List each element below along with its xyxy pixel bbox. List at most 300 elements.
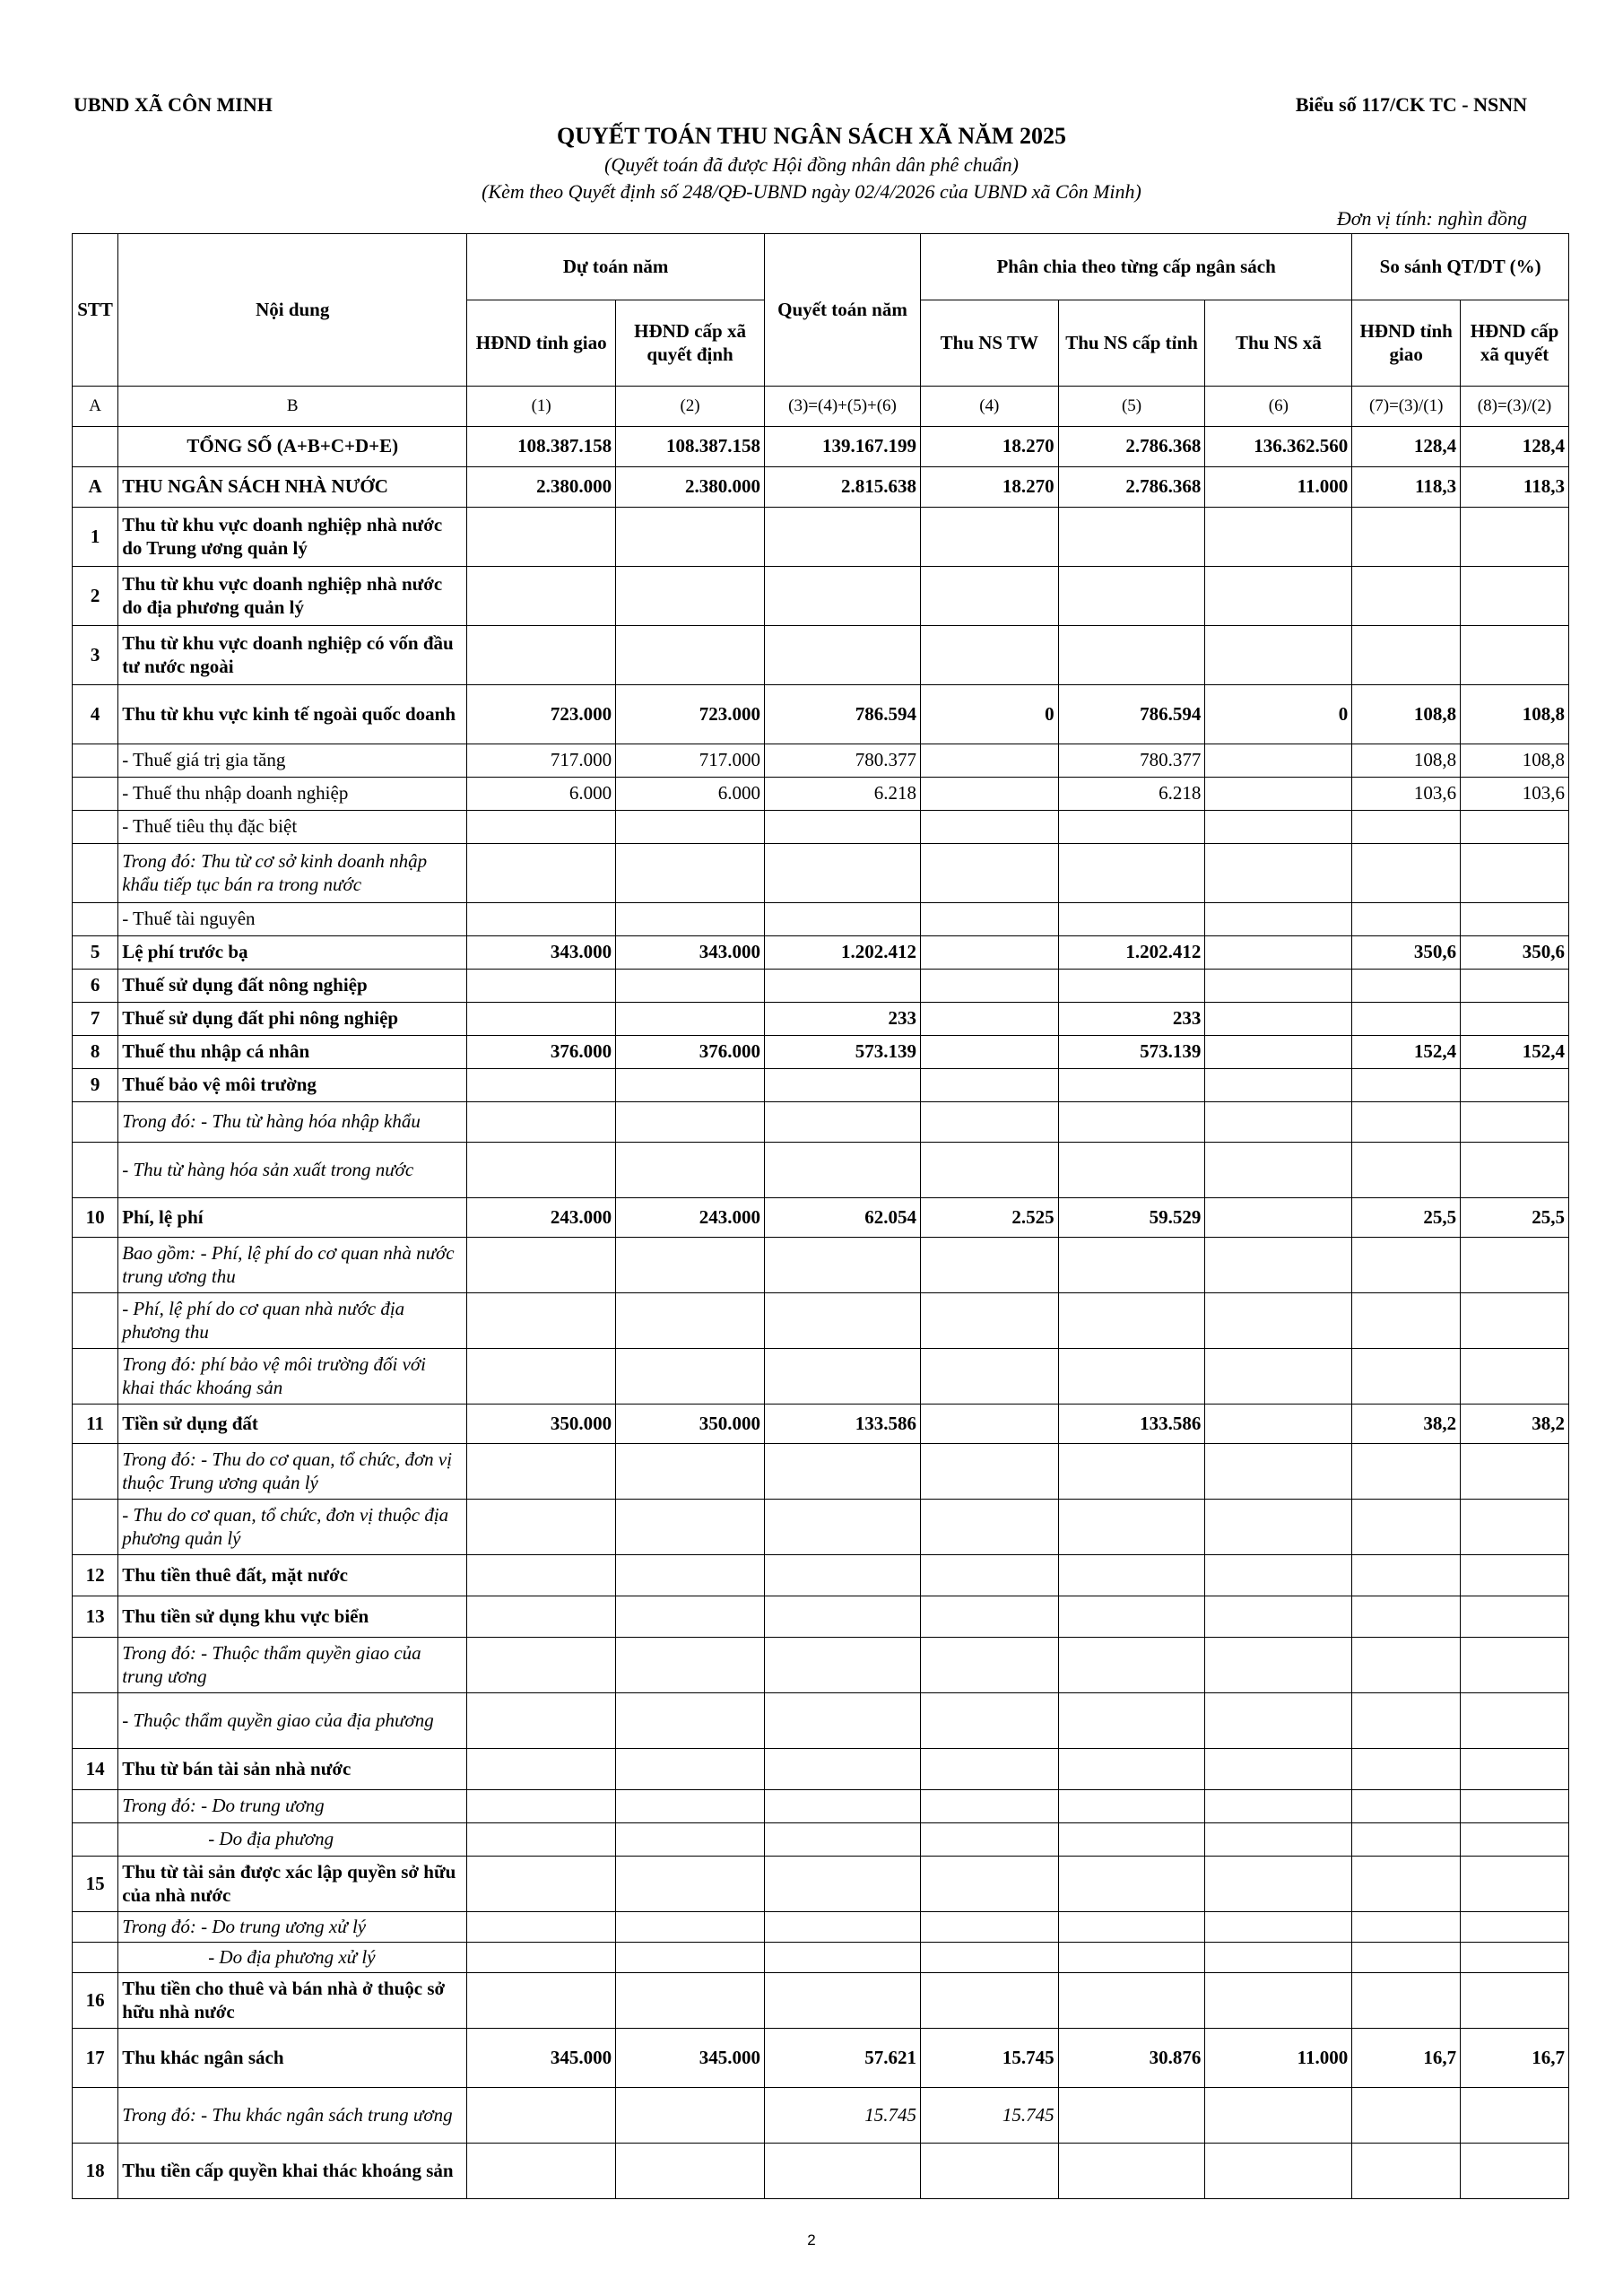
- row-stt: 9: [73, 1069, 118, 1102]
- row-value: [921, 1912, 1059, 1943]
- table-row: [73, 1003, 1569, 1036]
- row-value: 1.202.412: [1058, 936, 1205, 970]
- row-label: Trong đó: - Do trung ương: [118, 1790, 467, 1823]
- row-value: [1205, 1293, 1352, 1349]
- row-value: [1461, 1749, 1569, 1790]
- row-value: [921, 1349, 1059, 1405]
- row-label: Thu tiền sử dụng khu vực biển: [118, 1596, 467, 1638]
- row-value: [467, 1857, 616, 1912]
- row-stt: 15: [73, 1857, 118, 1912]
- row-stt: [73, 427, 118, 467]
- row-value: [921, 1749, 1059, 1790]
- row-value: [616, 508, 765, 567]
- row-value: [921, 970, 1059, 1003]
- row-value: [1058, 811, 1205, 844]
- row-value: [616, 1444, 765, 1500]
- row-value: [1461, 1596, 1569, 1638]
- row-value: [467, 508, 616, 567]
- row-value: 16,7: [1461, 2029, 1569, 2088]
- row-stt: 8: [73, 1036, 118, 1069]
- row-value: [921, 1143, 1059, 1198]
- row-label: Trong đó: - Do trung ương xử lý: [118, 1912, 467, 1943]
- row-value: [764, 1857, 920, 1912]
- row-value: [764, 1790, 920, 1823]
- row-value: [1352, 1749, 1461, 1790]
- row-value: 15.745: [921, 2029, 1059, 2088]
- row-value: [1058, 1823, 1205, 1857]
- row-value: [921, 1405, 1059, 1444]
- row-label: Thuế thu nhập cá nhân: [118, 1036, 467, 1069]
- row-value: [1352, 508, 1461, 567]
- col-code: B: [118, 387, 467, 427]
- col-code: (3)=(4)+(5)+(6): [764, 387, 920, 427]
- table-row: [73, 1912, 1569, 1943]
- row-value: [616, 1596, 765, 1638]
- row-value: [616, 1555, 765, 1596]
- row-value: [921, 744, 1059, 778]
- row-value: [1058, 1943, 1205, 1973]
- row-value: [921, 936, 1059, 970]
- row-value: [921, 1973, 1059, 2029]
- row-value: [616, 2088, 765, 2144]
- row-value: [1461, 1069, 1569, 1102]
- row-value: 133.586: [1058, 1405, 1205, 1444]
- table-row: [73, 685, 1569, 744]
- row-value: [616, 1069, 765, 1102]
- row-label: - Thu từ hàng hóa sản xuất trong nước: [118, 1143, 467, 1198]
- row-value: [1205, 936, 1352, 970]
- row-value: [921, 1596, 1059, 1638]
- header-split: Phân chia theo từng cấp ngân sách: [921, 234, 1352, 300]
- row-value: [616, 1790, 765, 1823]
- col-code: (1): [467, 387, 616, 427]
- row-value: [616, 1943, 765, 1973]
- row-value: 350,6: [1352, 936, 1461, 970]
- row-value: [1058, 1973, 1205, 2029]
- row-value: [467, 2144, 616, 2199]
- row-label: Phí, lệ phí: [118, 1198, 467, 1238]
- table-row: [73, 1823, 1569, 1857]
- row-value: [1058, 1596, 1205, 1638]
- row-value: [764, 1943, 920, 1973]
- row-value: [1461, 1143, 1569, 1198]
- row-value: [616, 1823, 765, 1857]
- row-label: Trong đó: - Thu từ hàng hóa nhập khẩu: [118, 1102, 467, 1143]
- row-value: [1352, 1596, 1461, 1638]
- row-stt: 7: [73, 1003, 118, 1036]
- row-value: [921, 778, 1059, 811]
- row-value: [1352, 811, 1461, 844]
- row-value: [1205, 1069, 1352, 1102]
- row-value: [1352, 1693, 1461, 1749]
- row-value: 11.000: [1205, 2029, 1352, 2088]
- table-row: [73, 2088, 1569, 2144]
- row-label: Thu tiền cho thuê và bán nhà ở thuộc sở hữu nhà nước: [118, 1973, 467, 2029]
- table-row: [73, 1102, 1569, 1143]
- row-label: Thu từ bán tài sản nhà nước: [118, 1749, 467, 1790]
- row-value: 108,8: [1461, 685, 1569, 744]
- table-row: [73, 744, 1569, 778]
- row-value: [1461, 508, 1569, 567]
- row-value: [1205, 1003, 1352, 1036]
- row-value: [616, 903, 765, 936]
- row-value: [467, 1790, 616, 1823]
- row-value: [467, 1912, 616, 1943]
- row-value: [1058, 903, 1205, 936]
- row-stt: [73, 1912, 118, 1943]
- row-value: 1.202.412: [764, 936, 920, 970]
- row-value: [921, 567, 1059, 626]
- row-value: [1205, 1036, 1352, 1069]
- row-stt: 18: [73, 2144, 118, 2199]
- row-value: [616, 1638, 765, 1693]
- row-stt: [73, 1293, 118, 1349]
- col-code: (5): [1058, 387, 1205, 427]
- form-code: Biểu số 117/CK TC - NSNN: [1295, 93, 1527, 116]
- row-value: [1058, 1912, 1205, 1943]
- row-value: [921, 1857, 1059, 1912]
- row-label: Thu tiền thuê đất, mặt nước: [118, 1555, 467, 1596]
- row-value: [1461, 1500, 1569, 1555]
- row-label: Bao gồm: - Phí, lệ phí do cơ quan nhà nước trung ương thu: [118, 1238, 467, 1293]
- row-value: [616, 1912, 765, 1943]
- row-value: [764, 970, 920, 1003]
- row-value: 118,3: [1352, 467, 1461, 508]
- row-value: 15.745: [921, 2088, 1059, 2144]
- row-value: [921, 2144, 1059, 2199]
- table-row: [73, 1973, 1569, 2029]
- row-value: [616, 2144, 765, 2199]
- row-label: Trong đó: - Thu khác ngân sách trung ương: [118, 2088, 467, 2144]
- row-stt: [73, 903, 118, 936]
- row-value: [764, 1500, 920, 1555]
- document-title: QUYẾT TOÁN THU NGÂN SÁCH XÃ NĂM 2025: [557, 123, 1066, 149]
- row-value: 152,4: [1352, 1036, 1461, 1069]
- row-value: [921, 1693, 1059, 1749]
- row-value: [467, 1823, 616, 1857]
- row-value: [1205, 1823, 1352, 1857]
- header-ns-commune: Thu NS xã: [1205, 300, 1352, 387]
- row-value: [616, 1143, 765, 1198]
- row-value: [1058, 1693, 1205, 1749]
- row-value: [1205, 1693, 1352, 1749]
- header-cmp-commune: HĐND cấp xã quyết: [1461, 300, 1569, 387]
- row-value: [921, 1003, 1059, 1036]
- row-value: [1205, 1102, 1352, 1143]
- row-value: 6.218: [764, 778, 920, 811]
- row-value: [1352, 1143, 1461, 1198]
- row-value: [1205, 1444, 1352, 1500]
- row-value: [1461, 811, 1569, 844]
- row-value: 2.786.368: [1058, 427, 1205, 467]
- row-value: [467, 1143, 616, 1198]
- table-row: [73, 1943, 1569, 1973]
- row-value: [764, 2144, 920, 2199]
- row-value: 233: [1058, 1003, 1205, 1036]
- row-label: Thu từ khu vực doanh nghiệp nhà nước do địa phương quản lý: [118, 567, 467, 626]
- row-label: - Thu do cơ quan, tổ chức, đơn vị thuộc địa phương quản lý: [118, 1500, 467, 1555]
- row-value: [764, 1638, 920, 1693]
- row-value: 6.000: [467, 778, 616, 811]
- row-value: [921, 1238, 1059, 1293]
- row-value: 376.000: [616, 1036, 765, 1069]
- row-value: [764, 1749, 920, 1790]
- table-row: [73, 2144, 1569, 2199]
- row-value: [616, 1238, 765, 1293]
- row-value: 38,2: [1461, 1405, 1569, 1444]
- row-stt: [73, 1790, 118, 1823]
- row-stt: [73, 2088, 118, 2144]
- row-value: [467, 626, 616, 685]
- row-stt: [73, 1238, 118, 1293]
- row-value: [1058, 1349, 1205, 1405]
- row-value: 723.000: [616, 685, 765, 744]
- row-value: [1058, 1555, 1205, 1596]
- row-value: [764, 1823, 920, 1857]
- row-label: Thu từ tài sản được xác lập quyền sở hữu của nhà nước: [118, 1857, 467, 1912]
- table-row: [73, 626, 1569, 685]
- row-value: [1352, 903, 1461, 936]
- row-label: - Thuế thu nhập doanh nghiệp: [118, 778, 467, 811]
- row-value: [1058, 1857, 1205, 1912]
- row-stt: 14: [73, 1749, 118, 1790]
- row-value: [1205, 1749, 1352, 1790]
- row-value: [1352, 1973, 1461, 2029]
- col-code: (6): [1205, 387, 1352, 427]
- unit-label: Đơn vị tính: nghìn đồng: [1336, 207, 1527, 230]
- row-value: [921, 508, 1059, 567]
- row-value: [921, 1069, 1059, 1102]
- row-value: 243.000: [616, 1198, 765, 1238]
- row-value: [616, 626, 765, 685]
- row-value: 343.000: [616, 936, 765, 970]
- row-stt: [73, 1823, 118, 1857]
- row-value: 108,8: [1461, 744, 1569, 778]
- row-value: [1058, 626, 1205, 685]
- row-value: 59.529: [1058, 1198, 1205, 1238]
- row-value: [764, 1912, 920, 1943]
- row-value: [1352, 1857, 1461, 1912]
- header-stt: STT: [73, 234, 118, 387]
- row-value: [1058, 970, 1205, 1003]
- col-code: (8)=(3)/(2): [1461, 387, 1569, 427]
- row-value: [1205, 744, 1352, 778]
- row-value: [1352, 1912, 1461, 1943]
- row-value: [467, 1693, 616, 1749]
- row-value: [1205, 1973, 1352, 2029]
- row-value: [1352, 970, 1461, 1003]
- table-row: [73, 1349, 1569, 1405]
- row-value: 0: [1205, 685, 1352, 744]
- row-label: Lệ phí trước bạ: [118, 936, 467, 970]
- row-value: [1461, 1555, 1569, 1596]
- budget-table: [72, 233, 1569, 2199]
- row-value: 108,8: [1352, 744, 1461, 778]
- row-value: 780.377: [1058, 744, 1205, 778]
- row-value: [467, 1349, 616, 1405]
- row-value: [1205, 2144, 1352, 2199]
- row-label: Thu từ khu vực doanh nghiệp có vốn đầu tư nước ngoài: [118, 626, 467, 685]
- row-value: [921, 1823, 1059, 1857]
- table-row: [73, 1790, 1569, 1823]
- row-value: [921, 1790, 1059, 1823]
- row-value: [1205, 1555, 1352, 1596]
- row-value: [1205, 1857, 1352, 1912]
- row-stt: 5: [73, 936, 118, 970]
- row-value: [1352, 1500, 1461, 1555]
- header-content: Nội dung: [118, 234, 467, 387]
- row-value: 376.000: [467, 1036, 616, 1069]
- row-label: - Do địa phương: [118, 1823, 467, 1857]
- agency-name: UBND XÃ CÔN MINH: [74, 93, 273, 116]
- row-value: [1205, 567, 1352, 626]
- row-value: [1205, 508, 1352, 567]
- row-value: 25,5: [1352, 1198, 1461, 1238]
- row-value: [1461, 2144, 1569, 2199]
- row-value: [764, 1349, 920, 1405]
- row-value: [1205, 626, 1352, 685]
- row-value: [921, 903, 1059, 936]
- table-row: [73, 811, 1569, 844]
- row-value: [616, 1500, 765, 1555]
- row-value: [467, 903, 616, 936]
- row-value: [1058, 1790, 1205, 1823]
- row-value: 16,7: [1352, 2029, 1461, 2088]
- header-ns-tw: Thu NS TW: [921, 300, 1059, 387]
- row-value: [1058, 844, 1205, 903]
- row-value: [1058, 1293, 1205, 1349]
- row-value: [1352, 2088, 1461, 2144]
- row-value: [1058, 1143, 1205, 1198]
- row-value: 343.000: [467, 936, 616, 970]
- row-value: [1205, 1143, 1352, 1198]
- row-value: [921, 626, 1059, 685]
- row-value: [1352, 1102, 1461, 1143]
- row-value: 350.000: [616, 1405, 765, 1444]
- row-value: 103,6: [1352, 778, 1461, 811]
- row-value: [1058, 1638, 1205, 1693]
- row-value: [764, 1102, 920, 1143]
- table-row: [73, 844, 1569, 903]
- row-value: [1352, 1943, 1461, 1973]
- table-row: [73, 778, 1569, 811]
- row-value: [1205, 1238, 1352, 1293]
- row-label: Thuế sử dụng đất nông nghiệp: [118, 970, 467, 1003]
- row-label: Thuế bảo vệ môi trường: [118, 1069, 467, 1102]
- row-value: [1058, 567, 1205, 626]
- row-value: [1205, 1943, 1352, 1973]
- row-value: [1205, 2088, 1352, 2144]
- row-label: - Thuộc thẩm quyền giao của địa phương: [118, 1693, 467, 1749]
- table-row: [73, 1069, 1569, 1102]
- table-row: [73, 903, 1569, 936]
- row-value: 62.054: [764, 1198, 920, 1238]
- row-value: [1461, 1293, 1569, 1349]
- row-stt: A: [73, 467, 118, 508]
- row-value: 128,4: [1461, 427, 1569, 467]
- row-value: 139.167.199: [764, 427, 920, 467]
- row-value: [764, 1143, 920, 1198]
- row-label: Thu từ khu vực doanh nghiệp nhà nước do Trung ương quản lý: [118, 508, 467, 567]
- row-value: [1205, 1198, 1352, 1238]
- row-value: [616, 844, 765, 903]
- row-value: [1205, 970, 1352, 1003]
- row-value: [467, 2088, 616, 2144]
- row-value: 573.139: [764, 1036, 920, 1069]
- row-value: [467, 844, 616, 903]
- row-value: [764, 567, 920, 626]
- table-row: [73, 2029, 1569, 2088]
- row-stt: 17: [73, 2029, 118, 2088]
- row-value: 723.000: [467, 685, 616, 744]
- row-value: [921, 1638, 1059, 1693]
- row-value: [1058, 508, 1205, 567]
- row-value: [467, 1293, 616, 1349]
- row-value: 717.000: [616, 744, 765, 778]
- row-label: Trong đó: - Thuộc thẩm quyền giao của trung ương: [118, 1638, 467, 1693]
- row-value: [1058, 1749, 1205, 1790]
- header-ns-province: Thu NS cấp tỉnh: [1058, 300, 1205, 387]
- row-value: [764, 626, 920, 685]
- table-row: [73, 1500, 1569, 1555]
- row-value: [1205, 1500, 1352, 1555]
- row-value: [467, 1069, 616, 1102]
- row-value: [467, 1943, 616, 1973]
- row-value: 2.525: [921, 1198, 1059, 1238]
- table-row: [73, 508, 1569, 567]
- row-value: [1352, 567, 1461, 626]
- row-value: [1205, 903, 1352, 936]
- row-value: [1461, 626, 1569, 685]
- table-row: [73, 567, 1569, 626]
- row-stt: [73, 1943, 118, 1973]
- row-value: [764, 508, 920, 567]
- row-value: [1461, 1823, 1569, 1857]
- row-value: [467, 1444, 616, 1500]
- row-value: [1352, 1238, 1461, 1293]
- row-value: [1205, 1405, 1352, 1444]
- row-value: [1461, 1349, 1569, 1405]
- row-value: [1205, 1912, 1352, 1943]
- header-est-commune: HĐND cấp xã quyết định: [616, 300, 765, 387]
- row-value: [467, 1500, 616, 1555]
- row-value: 780.377: [764, 744, 920, 778]
- row-label: Thu khác ngân sách: [118, 2029, 467, 2088]
- row-value: [1058, 1500, 1205, 1555]
- table-row: [73, 1638, 1569, 1693]
- row-value: [921, 1036, 1059, 1069]
- row-value: [616, 1349, 765, 1405]
- row-value: 233: [764, 1003, 920, 1036]
- row-label: Thuế sử dụng đất phi nông nghiệp: [118, 1003, 467, 1036]
- row-value: [1461, 1912, 1569, 1943]
- row-value: [467, 1555, 616, 1596]
- table-row: [73, 1143, 1569, 1198]
- row-value: 108.387.158: [616, 427, 765, 467]
- row-stt: 12: [73, 1555, 118, 1596]
- col-code: (7)=(3)/(1): [1352, 387, 1461, 427]
- row-value: [1352, 1823, 1461, 1857]
- table-row: [73, 1405, 1569, 1444]
- row-value: [1461, 1857, 1569, 1912]
- row-label: TỔNG SỐ (A+B+C+D+E): [118, 427, 467, 467]
- row-stt: [73, 744, 118, 778]
- row-stt: [73, 811, 118, 844]
- row-label: THU NGÂN SÁCH NHÀ NƯỚC: [118, 467, 467, 508]
- header-compare: So sánh QT/DT (%): [1352, 234, 1569, 300]
- header-settlement: Quyết toán năm: [764, 234, 920, 387]
- row-stt: [73, 1102, 118, 1143]
